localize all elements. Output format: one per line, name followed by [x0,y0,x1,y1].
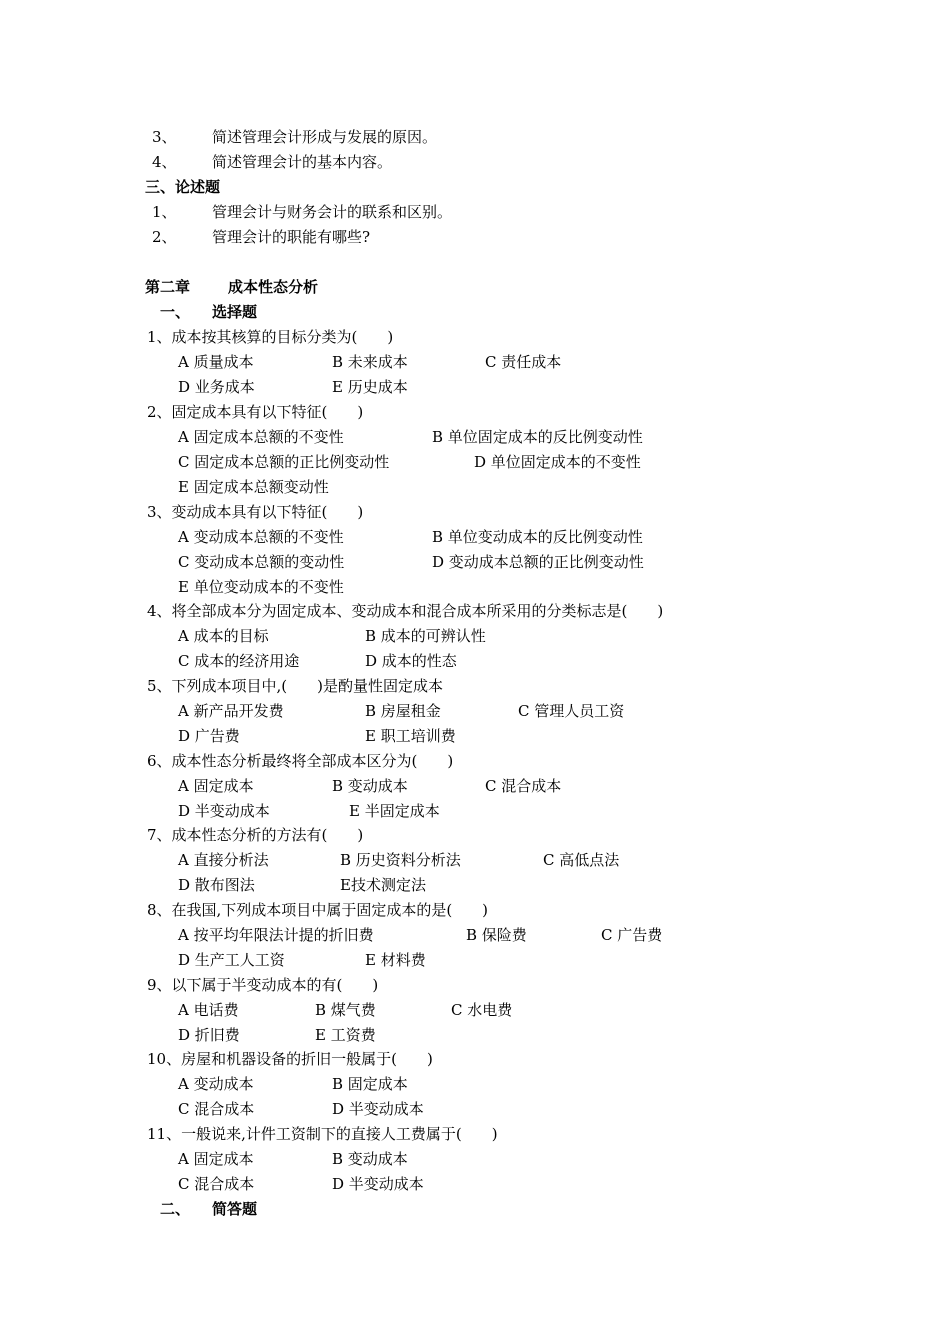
option: D 广告费 [178,727,240,745]
question-stem: 4、将全部成本分为固定成本、变动成本和混合成本所采用的分类标志是( ) [147,602,664,620]
option: B 单位变动成本的反比例变动性 [432,528,643,546]
item-text: 简述管理会计形成与发展的原因。 [212,128,438,146]
option: E 历史成本 [332,378,408,396]
option: E 半固定成本 [349,802,440,820]
option: D 半变动成本 [178,802,270,820]
option: C 责任成本 [485,353,562,371]
option: A 固定成本 [178,777,254,795]
question-stem: 5、下列成本项目中,( )是酌量性固定成本 [147,677,444,695]
option: B 变动成本 [332,777,408,795]
option: D 散布图法 [178,876,255,894]
question-stem: 11、一般说来,计件工资制下的直接人工费属于( ) [147,1125,498,1143]
question-stem: 10、房屋和机器设备的折旧一般属于( ) [147,1050,433,1068]
item-text: 简述管理会计的基本内容。 [212,153,393,171]
chapter-title: 成本性态分析 [228,278,319,296]
question-stem: 1、成本按其核算的目标分类为( ) [147,328,394,346]
option: D 生产工人工资 [178,951,285,969]
item-number: 4、 [152,153,177,171]
option: C 管理人员工资 [518,702,625,720]
question-stem: 6、成本性态分析最终将全部成本区分为( ) [147,752,454,770]
option: C 成本的经济用途 [178,652,300,670]
option: E 工资费 [315,1026,376,1044]
option: A 直接分析法 [178,851,269,869]
option: D 单位固定成本的不变性 [474,453,641,471]
question-stem: 8、在我国,下列成本项目中属于固定成本的是( ) [147,901,489,919]
option: A 质量成本 [178,353,254,371]
option: B 煤气费 [315,1001,376,1019]
option: C 混合成本 [485,777,562,795]
option: C 变动成本总额的变动性 [178,553,345,571]
option: E 职工培训费 [365,727,456,745]
option: E 单位变动成本的不变性 [178,578,344,596]
option: B 房屋租金 [365,702,441,720]
option: C 混合成本 [178,1175,255,1193]
question-stem: 9、以下属于半变动成本的有( ) [147,976,379,994]
option: B 保险费 [466,926,527,944]
question-stem: 7、成本性态分析的方法有( ) [147,826,364,844]
section-number: 一、 [160,303,191,321]
chapter-label: 第二章 [145,278,191,296]
option: A 按平均年限法计提的折旧费 [178,926,374,944]
section-number: 二、 [160,1200,191,1218]
section-title: 选择题 [212,303,258,321]
option: E技术测定法 [340,876,426,894]
option: B 变动成本 [332,1150,408,1168]
option: B 固定成本 [332,1075,408,1093]
option: E 材料费 [365,951,426,969]
option: D 折旧费 [178,1026,240,1044]
option: D 半变动成本 [332,1100,424,1118]
item-text: 管理会计的职能有哪些? [212,228,371,246]
option: D 成本的性态 [365,652,457,670]
option: C 广告费 [601,926,663,944]
option: C 高低点法 [543,851,620,869]
item-number: 3、 [152,128,177,146]
option: A 新产品开发费 [178,702,284,720]
option: A 固定成本 [178,1150,254,1168]
item-number: 1、 [152,203,177,221]
option: A 成本的目标 [178,627,269,645]
essay-heading: 三、论述题 [145,178,221,196]
item-number: 2、 [152,228,177,246]
option: D 变动成本总额的正比例变动性 [432,553,644,571]
option: A 固定成本总额的不变性 [178,428,344,446]
option: B 历史资料分析法 [340,851,461,869]
item-text: 管理会计与财务会计的联系和区别。 [212,203,453,221]
option: C 混合成本 [178,1100,255,1118]
option: E 固定成本总额变动性 [178,478,329,496]
section-title: 简答题 [212,1200,258,1218]
option: B 未来成本 [332,353,408,371]
option: C 水电费 [451,1001,513,1019]
option: B 单位固定成本的反比例变动性 [432,428,643,446]
option: B 成本的可辨认性 [365,627,486,645]
option: A 电话费 [178,1001,239,1019]
option: D 业务成本 [178,378,255,396]
option: A 变动成本 [178,1075,254,1093]
option: A 变动成本总额的不变性 [178,528,344,546]
option: C 固定成本总额的正比例变动性 [178,453,390,471]
question-stem: 3、变动成本具有以下特征( ) [147,503,364,521]
question-stem: 2、固定成本具有以下特征( ) [147,403,364,421]
option: D 半变动成本 [332,1175,424,1193]
